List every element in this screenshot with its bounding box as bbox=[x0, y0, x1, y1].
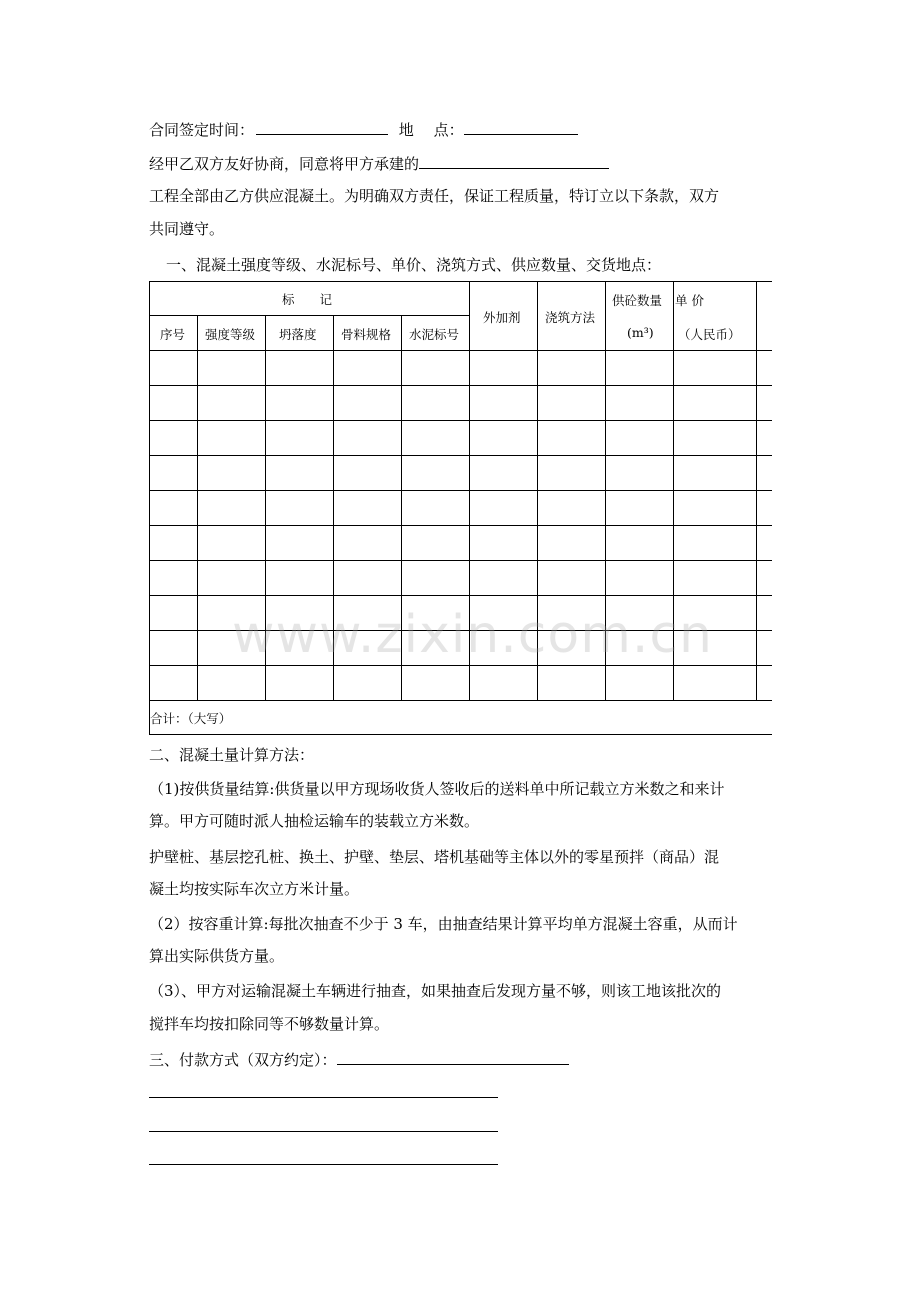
intro-line-2: 共同遵守。 bbox=[149, 220, 225, 238]
payment-blank[interactable] bbox=[337, 1049, 569, 1065]
col-header-seq: 序号 bbox=[160, 327, 186, 342]
table-row bbox=[149, 385, 772, 386]
section2-p1-line1: （1)按供货量结算:供货量以甲方现场收货人签收后的送料单中所记载立方米数之和来计 bbox=[149, 780, 725, 798]
table-row bbox=[149, 350, 772, 351]
section1-title: 一、混凝土强度等级、水泥标号、单价、浇筑方式、供应数量、交货地点： bbox=[166, 256, 662, 274]
table-row bbox=[149, 560, 772, 561]
intro-line-1: 工程全部由乙方供应混凝土。为明确双方责任，保证工程质量，特订立以下条款，双方 bbox=[149, 187, 720, 205]
table-col-line bbox=[197, 315, 198, 700]
group-header-marking: 标 记 bbox=[282, 292, 333, 307]
col-header-qty-unit: (m³) bbox=[627, 325, 654, 340]
table-row bbox=[149, 490, 772, 491]
section3-title: 三、付款方式（双方约定）： bbox=[149, 1051, 337, 1069]
section2-title: 二、混凝土量计算方法： bbox=[149, 746, 315, 764]
project-name-blank[interactable] bbox=[419, 153, 609, 169]
payment-blank-line[interactable] bbox=[149, 1164, 498, 1165]
col-header-admixture: 外加剂 bbox=[483, 310, 521, 325]
table-row bbox=[149, 420, 772, 421]
section2-p2-line2: 凝土均按实际车次立方米计量。 bbox=[149, 880, 360, 898]
total-label: 合计：（大写） bbox=[150, 711, 232, 726]
section2-p3-line1: （2）按容重计算:每批次抽查不少于 3 车，由抽查结果计算平均单方混凝土容重，从而计 bbox=[149, 915, 738, 933]
table-row bbox=[149, 595, 772, 596]
payment-blank-line[interactable] bbox=[149, 1097, 498, 1098]
agree-line bbox=[149, 153, 609, 174]
col-header-grade: 强度等级 bbox=[205, 327, 256, 342]
section2-p3-line2: 算出实际供货方量。 bbox=[149, 947, 285, 965]
col-header-qty: 供砼数量 bbox=[612, 293, 663, 308]
concrete-supply-table bbox=[149, 281, 772, 735]
section2-p1-line2: 算。甲方可随时派人抽检运输车的装载立方米数。 bbox=[149, 812, 480, 830]
table-subheader-line bbox=[149, 315, 469, 316]
table-row bbox=[149, 665, 772, 666]
section2-p4-line1: （3）、甲方对运输混凝土车辆进行抽查，如果抽查后发现方量不够，则该工地该批次的 bbox=[149, 982, 722, 1000]
sign-time-label: 合同签定时间： bbox=[149, 121, 255, 139]
sign-time-blank[interactable] bbox=[256, 119, 388, 135]
table-total-line bbox=[149, 700, 772, 701]
col-header-price-unit: （人民币） bbox=[678, 327, 741, 342]
col-header-aggregate: 骨料规格 bbox=[341, 327, 392, 342]
col-header-cement: 水泥标号 bbox=[409, 327, 460, 342]
table-border-top bbox=[149, 281, 772, 282]
col-header-pour: 浇筑方法 bbox=[545, 310, 596, 325]
col-header-price: 单 价 bbox=[675, 293, 704, 308]
section2-p4-line2: 搅拌车均按扣除同等不够数量计算。 bbox=[149, 1015, 390, 1033]
place-label: 地 点： bbox=[398, 121, 464, 139]
payment-blank-line[interactable] bbox=[149, 1131, 498, 1132]
watermark-text: www.zixin.com.cn bbox=[232, 605, 713, 665]
table-row bbox=[149, 525, 772, 526]
section2-p2-line1: 护壁桩、基层挖孔桩、换土、护壁、垫层、塔机基础等主体以外的零星预拌（商品）混 bbox=[149, 848, 720, 866]
agree-text: 经甲乙双方友好协商，同意将甲方承建的 bbox=[149, 155, 420, 173]
place-blank[interactable] bbox=[464, 119, 578, 135]
table-row bbox=[149, 455, 772, 456]
sign-time-line bbox=[149, 119, 578, 140]
col-header-slump: 坍落度 bbox=[279, 327, 317, 342]
section3-line bbox=[149, 1049, 569, 1070]
table-border-bottom bbox=[149, 734, 772, 735]
